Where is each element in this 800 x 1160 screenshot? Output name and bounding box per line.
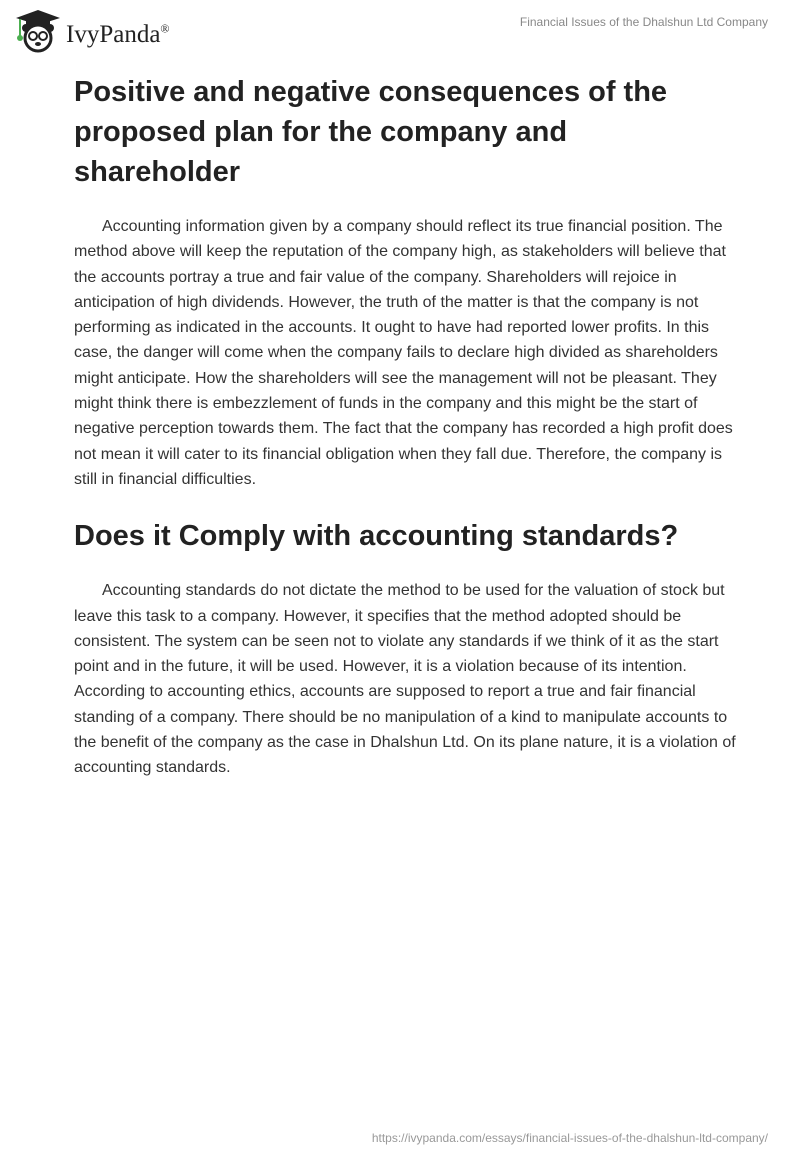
section-heading: Positive and negative consequences of the proposed plan for the company and shareholder xyxy=(74,76,668,188)
running-title: Financial Issues of the Dhalshun Ltd Company xyxy=(519,15,768,29)
ivypanda-logo[interactable] xyxy=(12,8,170,54)
logo-text: IvyPanda® xyxy=(66,21,170,48)
essay-content xyxy=(74,72,738,805)
panda-graduate-icon xyxy=(12,8,64,54)
section-paragraph: Accounting information given by a company should reflect its true financial position. The method above will keep the reputation of the company high, as stakeholders will believe that the accounts portray a true and fair value of the company. Shareholders will rejoice in anticipation of high dividends. However, the truth of the matter is that the company is not performing as indicated in the accounts. It ought to have had reported lower profits. In this case, the danger will come when the company fails to declare high divided as shareholders might anticipate. How the shareholders will see the management will not be pleasant. They might think there is embezzlement of funds in the company and this might be the start of negative perception towards them. The fact that the company has recorded a high profit does not mean it will cater to its financial obligation when they fall due. Therefore, the company is still in financial difficulties. xyxy=(74,218,733,488)
section-heading: Does it Comply with accounting standards? xyxy=(74,520,679,553)
source-url[interactable]: https://ivypanda.com/essays/financial-issues-of-the-dhalshun-ltd-company/ xyxy=(371,1131,768,1145)
section-paragraph: Accounting standards do not dictate the method to be used for the valuation of stock but leave this task to a company. However, it specifies that the method adopted should be consistent. The system can be seen not to violate any standards if we think of it as the start point and in the future, it will be used. However, it is a violation because of its intention. According to accounting ethics, accounts are supposed to report a true and fair financial standing of a company. There should be no manipulation of a kind to manipulate accounts to the benefit of the company as the case in Dhalshun Ltd. On its plane nature, it is a violation of accounting standards. xyxy=(74,582,736,777)
